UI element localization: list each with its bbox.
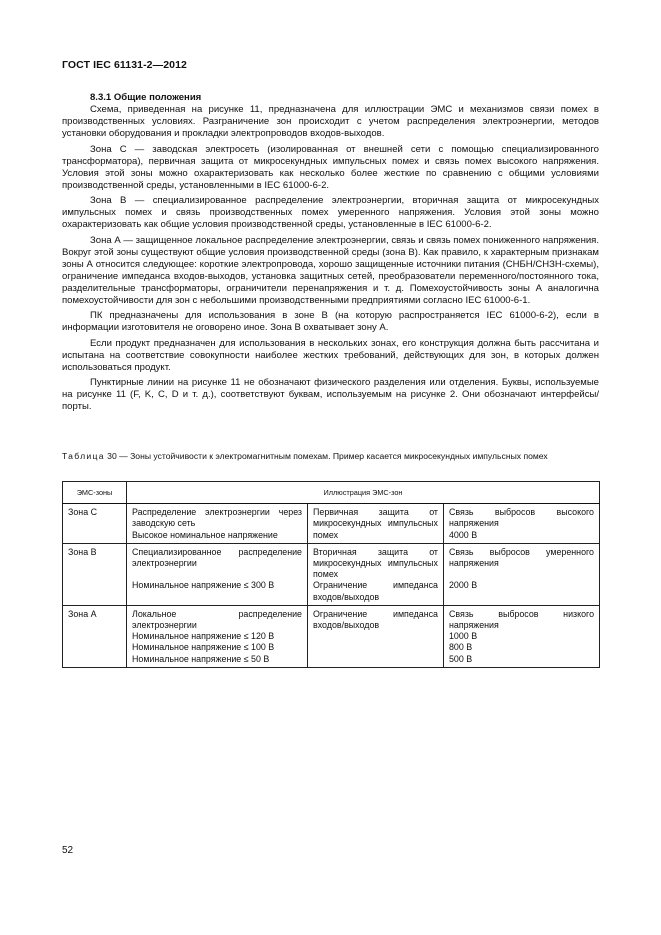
table-header-row xyxy=(63,482,600,504)
cell-line: Ограничение импеданса входов/выходов xyxy=(313,580,438,602)
distribution-cell xyxy=(127,504,308,544)
paragraph: Схема, приведенная на рисунке 11, предназначена для иллюстрации ЭМС и механизмов связи помех в производственных условиях. Разграничение зон происходит с учетом распределения электроэнергии, методов установки оборудования и прокладки электропроводов входов-выходов. xyxy=(62,104,599,140)
paragraph: Если продукт предназначен для использования в нескольких зонах, его конструкция должна быть рассчитана и испытана на соответствие совокупности наиболее жестких требований, действующих для зон, в которых должен использоваться продукт. xyxy=(62,337,599,373)
cell-line: Номинальное напряжение ≤ 300 В xyxy=(132,580,275,591)
distribution-cell xyxy=(127,543,308,605)
section-title: 8.3.1 Общие положения xyxy=(90,92,202,103)
cell-line: 2000 В xyxy=(449,580,478,591)
cell-line: 4000 В xyxy=(449,529,478,540)
cell-line: Специализированное распределение электроэнергии xyxy=(132,546,302,569)
cell-line: Связь выбросов высокого напряжения xyxy=(449,507,594,529)
table-caption-label: Таблица xyxy=(62,451,105,461)
paragraph: Зона А — защищенное локальное распределение электроэнергии, связь и связь помех пониженного напряжения. Вокруг этой зоны существуют общие условия производственной среды (зона В). Как правило, к характерным признакам зоны А относится следующее: короткие электропровода, хорошо защищенные источники питания (СНБН/СНЗН-схемы), ограничение импеданса входов-выходов, установка защитных сетей, преобразователи переменного/постоянного тока, разделительные трансформаторы, ограничители перенапряжения и т. д. Помехоустойчивость зоны А аналогична помехоустойчивости для зон с небольшими производственными предприятиями согласно IEC 61000-6-1. xyxy=(62,234,599,307)
protection-cell xyxy=(308,543,444,605)
page-number: 52 xyxy=(62,845,74,856)
cell-line: Локальное распределение электроэнергии xyxy=(132,608,302,631)
coupling-cell xyxy=(444,605,600,667)
paragraph: Зона С — заводская электросеть (изолированная от внешней сети с помощью специализированного трансформатора), первичная защита от микросекундных импульсных помех и связь помех высокого напряжения. Условия этой зоны можно охарактеризовать как несколько более жесткие по сравнению с общими условиями производственной среды, установленными в IEC 61000-6-2. xyxy=(62,143,599,191)
cell-line: Распределение электроэнергии через заводскую сеть xyxy=(132,507,302,529)
cell-line: Вторичная защита от микросекундных импульсных помех xyxy=(313,546,438,580)
paragraph: Пунктирные линии на рисунке 11 не обозначают физического разделения или отделения. Буквы, используемые на рисунке 11 (F, K, C, D и т. д.), соответствуют буквам, используемым на рисунке 2. Они обозначают интерфейсы/порты. xyxy=(62,377,599,413)
cell-line: Связь выбросов умеренного напряжения xyxy=(449,546,594,569)
cell-line: Первичная защита от микросекундных импульсных помех xyxy=(313,507,438,540)
paragraph: ПК предназначены для использования в зоне В (на которую распространяется IEC 61000-6-2), если в информации изготовителя не оговорено иное. Зона В охватывает зону А. xyxy=(62,310,599,334)
header-illustration: Иллюстрация ЭМС-зон xyxy=(127,482,600,504)
table-caption xyxy=(62,451,602,462)
cell-gap xyxy=(132,569,302,580)
zone-cell: Зона А xyxy=(63,605,127,667)
cell-line: Номинальное напряжение ≤ 100 В xyxy=(132,642,275,653)
section-body xyxy=(62,92,599,417)
header-zone: ЭМС-зоны xyxy=(63,482,127,504)
zone-cell: Зона В xyxy=(63,543,127,605)
paragraph: Зона В — специализированное распределение электроэнергии, вторичная защита от микросекундных импульсных помех и связь производственных помех умеренного напряжения. Условия этой зоны можно охарактеризовать как общие условия производственной среды, установленные в IEC 61000-6-2. xyxy=(62,195,599,231)
table-row xyxy=(63,504,600,544)
protection-cell xyxy=(308,605,444,667)
coupling-cell xyxy=(444,543,600,605)
table-row xyxy=(63,605,600,667)
coupling-cell xyxy=(444,504,600,544)
cell-line: Связь выбросов низкого напряжения xyxy=(449,608,594,631)
cell-line: Номинальное напряжение ≤ 120 В xyxy=(132,631,275,642)
cell-line: Номинальное напряжение ≤ 50 В xyxy=(132,653,270,664)
emc-zones-table xyxy=(62,481,600,668)
table-caption-text: 30 — Зоны устойчивости к электромагнитным помехам. Пример касается микросекундных импульсных помех xyxy=(104,451,548,461)
cell-line: Ограничение импеданса входов/выходов xyxy=(313,608,438,631)
protection-cell xyxy=(308,504,444,544)
cell-gap xyxy=(449,569,594,580)
zone-cell: Зона С xyxy=(63,504,127,544)
cell-line: 800 В xyxy=(449,642,473,653)
cell-line: Высокое номинальное напряжение xyxy=(132,529,278,540)
cell-line: 1000 В xyxy=(449,631,478,642)
cell-line: 500 В xyxy=(449,653,473,664)
distribution-cell xyxy=(127,605,308,667)
table-row xyxy=(63,543,600,605)
document-header: ГОСТ IEC 61131-2—2012 xyxy=(62,59,187,71)
